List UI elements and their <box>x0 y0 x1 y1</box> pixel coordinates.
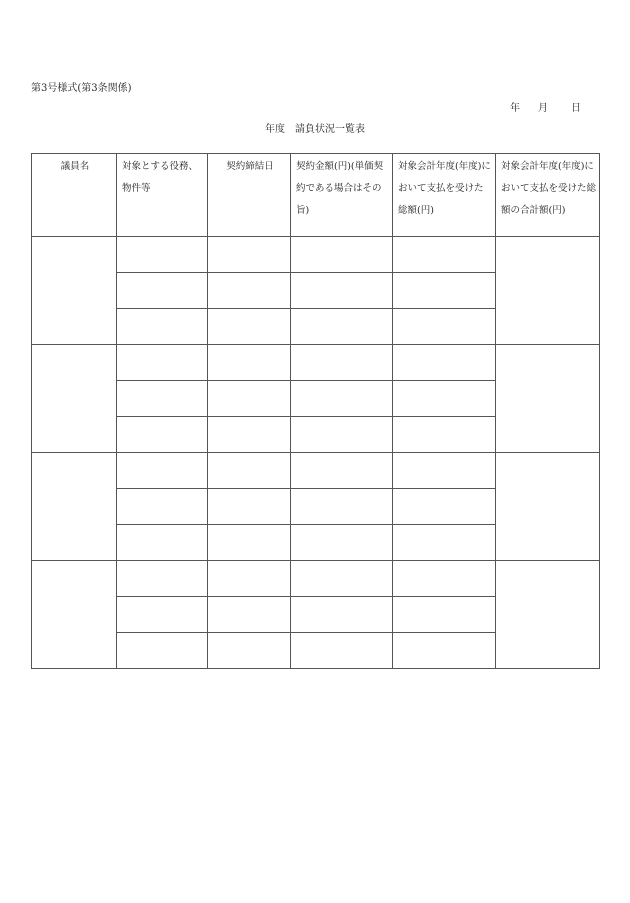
cell-total-paid[interactable] <box>393 273 496 309</box>
cell-total-paid-sum[interactable] <box>496 453 600 561</box>
title-text: 請負状況一覧表 <box>295 124 365 135</box>
cell-contract-date[interactable] <box>208 309 291 345</box>
cell-contract-date[interactable] <box>208 345 291 381</box>
table-row <box>32 453 600 489</box>
document-title <box>0 120 630 135</box>
cell-contract-amount[interactable] <box>291 237 393 273</box>
cell-total-paid[interactable] <box>393 381 496 417</box>
cell-contract-amount[interactable] <box>291 417 393 453</box>
cell-services-goods[interactable] <box>117 237 208 273</box>
cell-member-name[interactable] <box>32 561 117 669</box>
table-row <box>32 345 600 381</box>
table-row <box>32 561 600 597</box>
cell-services-goods[interactable] <box>117 561 208 597</box>
cell-contract-amount[interactable] <box>291 309 393 345</box>
date-line <box>510 99 581 114</box>
cell-contract-amount[interactable] <box>291 525 393 561</box>
cell-contract-date[interactable] <box>208 489 291 525</box>
cell-contract-amount[interactable] <box>291 273 393 309</box>
cell-services-goods[interactable] <box>117 453 208 489</box>
cell-contract-date[interactable] <box>208 237 291 273</box>
cell-total-paid[interactable] <box>393 309 496 345</box>
cell-services-goods[interactable] <box>117 381 208 417</box>
cell-contract-amount[interactable] <box>291 561 393 597</box>
cell-total-paid[interactable] <box>393 561 496 597</box>
header-member-name: 議員名 <box>32 154 117 237</box>
cell-total-paid[interactable] <box>393 633 496 669</box>
cell-services-goods[interactable] <box>117 633 208 669</box>
cell-contract-amount[interactable] <box>291 633 393 669</box>
header-total-paid-sum: 対象会計年度(年度)において支払を受けた総額の合計額(円) <box>496 154 600 237</box>
cell-total-paid[interactable] <box>393 237 496 273</box>
cell-contract-amount[interactable] <box>291 453 393 489</box>
cell-total-paid[interactable] <box>393 597 496 633</box>
table-row <box>32 237 600 273</box>
cell-services-goods[interactable] <box>117 597 208 633</box>
header-contract-date: 契約締結日 <box>208 154 291 237</box>
header-services-goods: 対象とする役務、物件等 <box>117 154 208 237</box>
cell-total-paid-sum[interactable] <box>496 561 600 669</box>
cell-member-name[interactable] <box>32 237 117 345</box>
cell-services-goods[interactable] <box>117 489 208 525</box>
cell-member-name[interactable] <box>32 453 117 561</box>
date-month-label: 月 <box>538 103 548 114</box>
cell-total-paid[interactable] <box>393 453 496 489</box>
cell-contract-amount[interactable] <box>291 345 393 381</box>
cell-contract-date[interactable] <box>208 381 291 417</box>
cell-services-goods[interactable] <box>117 417 208 453</box>
cell-contract-date[interactable] <box>208 561 291 597</box>
date-day-label: 日 <box>571 103 581 114</box>
table-header-row <box>32 154 600 237</box>
cell-services-goods[interactable] <box>117 525 208 561</box>
cell-member-name[interactable] <box>32 345 117 453</box>
cell-contract-date[interactable] <box>208 597 291 633</box>
title-year-label: 年度 <box>265 124 285 135</box>
table-body <box>32 237 600 669</box>
cell-contract-date[interactable] <box>208 633 291 669</box>
cell-services-goods[interactable] <box>117 309 208 345</box>
cell-contract-amount[interactable] <box>291 381 393 417</box>
cell-contract-amount[interactable] <box>291 489 393 525</box>
cell-contract-date[interactable] <box>208 525 291 561</box>
form-number: 第3号様式(第3条関係) <box>31 83 132 94</box>
header-contract-amount: 契約金額(円)(単価契約である場合はその旨) <box>291 154 393 237</box>
cell-contract-date[interactable] <box>208 417 291 453</box>
cell-total-paid[interactable] <box>393 417 496 453</box>
cell-total-paid-sum[interactable] <box>496 237 600 345</box>
contract-status-table <box>31 153 600 669</box>
date-year-label: 年 <box>510 103 520 114</box>
cell-total-paid-sum[interactable] <box>496 345 600 453</box>
cell-contract-amount[interactable] <box>291 597 393 633</box>
cell-contract-date[interactable] <box>208 273 291 309</box>
cell-services-goods[interactable] <box>117 273 208 309</box>
cell-total-paid[interactable] <box>393 489 496 525</box>
header-total-paid: 対象会計年度(年度)において支払を受けた総額(円) <box>393 154 496 237</box>
cell-contract-date[interactable] <box>208 453 291 489</box>
cell-total-paid[interactable] <box>393 345 496 381</box>
cell-services-goods[interactable] <box>117 345 208 381</box>
cell-total-paid[interactable] <box>393 525 496 561</box>
